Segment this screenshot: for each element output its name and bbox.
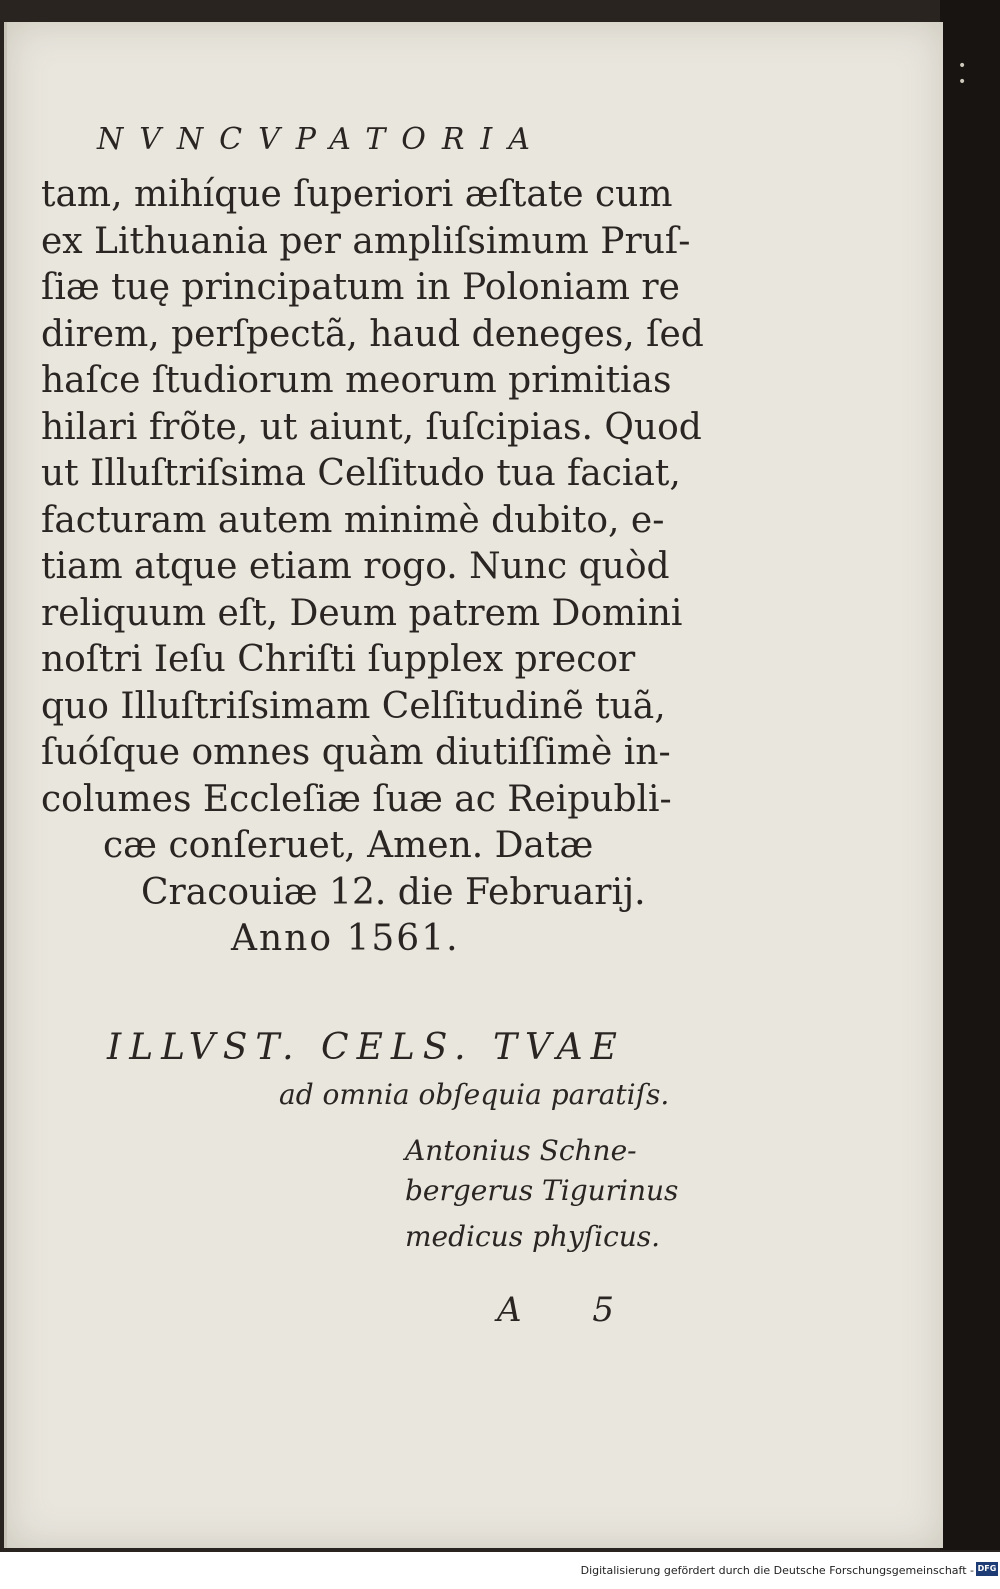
text-line: ſiæ tuę principatum in Poloniam re [41,267,680,308]
text-line: columes Eccleſiæ ſuæ ac Reipubli- [41,778,672,820]
text-line: haſce ſtudiorum meorum primitias [41,360,672,401]
text-line: facturam autem minimè dubito, e- [41,499,665,541]
text-line: reliquum eſt, Deum patrem Domini [41,592,683,634]
printer-signature-mark: A 5 [497,1290,644,1330]
text-line: tiam atque etiam rogo. Nunc quòd [41,546,670,587]
signature-line: Antonius Schne- [405,1134,637,1167]
text-line: cæ conſeruet, Amen. Datæ [103,825,594,866]
date-line: Anno 1561. [231,918,460,959]
closing-salutation: ILLVST. CELS. TVAE [107,1027,625,1068]
body-text [41,172,704,963]
text-line: noſtri Ieſu Chriſti ſupplex precor [41,639,636,680]
text-line: ut Illuſtriſsima Celſitudo tua faciat, [41,453,681,494]
footer-strip [0,1552,1000,1589]
book-page [4,22,943,1548]
funding-credit: Digitalisierung gefördert durch die Deutsche Forschungsgemeinschaft - [580,1564,974,1577]
text-line: tam, mihíque ſuperiori æſtate cum [41,174,673,215]
running-head: NVNCVPATORIA [97,122,546,157]
text-line: Cracouiæ 12. die Februarij. [141,871,646,913]
book-edge [940,0,1000,1550]
signature-line: ad omnia obſequia paratiſs. [279,1078,670,1111]
signature-line: medicus phyſicus. [405,1220,661,1253]
text-line: ex Lithuania per ampliſsimum Pruſ- [41,220,691,262]
signature-line: bergerus Tigurinus [405,1174,679,1207]
text-line: ſuóſque omnes quàm diutiſſimè in- [41,732,671,773]
decorative-dots: • • [958,58,977,90]
text-line: quo Illuſtriſsimam Celſitudinẽ tuã, [41,685,666,727]
dfg-logo: DFG [976,1562,998,1576]
text-line: direm, perſpectã, haud deneges, ſed [41,313,704,355]
text-line: hilari frõte, ut aiunt, ſuſcipias. Quod [41,406,702,448]
